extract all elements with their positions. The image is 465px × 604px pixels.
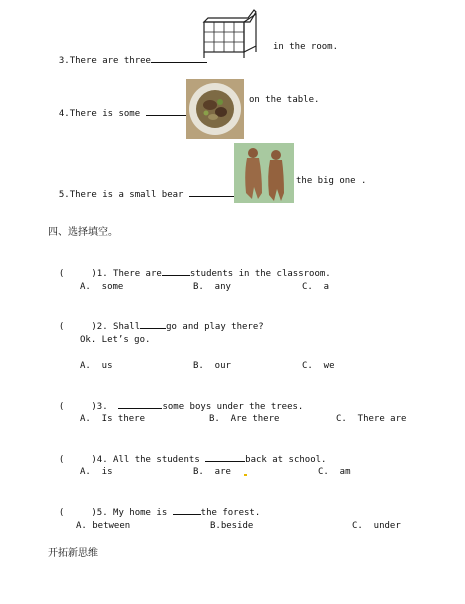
- option-b[interactable]: B.beside: [210, 521, 254, 531]
- answer-blank[interactable]: [173, 505, 201, 515]
- option-a[interactable]: A. Is there: [80, 414, 146, 424]
- answer-bracket[interactable]: ( ): [58, 455, 97, 465]
- answer-blank[interactable]: [140, 319, 166, 329]
- answer-blank[interactable]: [118, 399, 162, 409]
- option-c[interactable]: C. a: [302, 282, 330, 292]
- question-number: 5.: [96, 508, 108, 518]
- option-b[interactable]: B. are: [193, 467, 231, 477]
- question-number: 3.: [96, 402, 108, 412]
- item-text-before: There is some: [69, 109, 141, 119]
- item-text-before: There is a small bear: [69, 190, 184, 200]
- question-number: 4.: [96, 455, 108, 465]
- option-b[interactable]: B. any: [193, 282, 231, 292]
- answer-bracket[interactable]: ( ): [58, 402, 97, 412]
- option-c[interactable]: C. under: [352, 521, 401, 531]
- answer-bracket[interactable]: ( ): [58, 508, 97, 518]
- question-text-before: There are: [113, 269, 162, 279]
- answer-blank[interactable]: [205, 452, 245, 462]
- option-c[interactable]: C. There are: [336, 414, 407, 424]
- item-number: 3.: [58, 56, 70, 66]
- question-text-before: Shall: [113, 322, 141, 332]
- question-1: [48, 254, 331, 280]
- bowl-of-food-image: [186, 79, 244, 139]
- two-bears-image: [234, 143, 294, 203]
- question-number: 2.: [96, 322, 108, 332]
- question-number: 1.: [96, 269, 108, 279]
- question-text-after: some boys under the trees.: [162, 402, 304, 412]
- question-text-after: go and play there?: [166, 322, 264, 332]
- yellow-mark: [244, 474, 247, 476]
- option-a[interactable]: A. us: [80, 361, 113, 371]
- item-text-before: There are three: [69, 56, 151, 66]
- fill-in-3: [48, 41, 207, 67]
- option-b[interactable]: B. Are there: [209, 414, 280, 424]
- question-text-after: students in the classroom.: [189, 269, 331, 279]
- footer-heading: 开拓新思维: [48, 548, 98, 559]
- question-text-after: back at school.: [245, 455, 327, 465]
- fill-in-4-after: on the table.: [249, 95, 320, 105]
- answer-blank[interactable]: [146, 106, 190, 116]
- fill-in-3-after: in the room.: [273, 42, 339, 52]
- question-5: [48, 493, 260, 519]
- item-number: 5.: [58, 190, 70, 200]
- question-text-before: All the students: [113, 455, 200, 465]
- answer-bracket[interactable]: ( ): [58, 322, 97, 332]
- couch-image: [196, 8, 262, 62]
- option-a[interactable]: A. between: [76, 521, 131, 531]
- question-2-reply: Ok. Let’s go.: [80, 335, 151, 345]
- answer-blank[interactable]: [162, 266, 190, 276]
- option-a[interactable]: A. is: [80, 467, 113, 477]
- question-text-before: My home is: [113, 508, 168, 518]
- item-number: 4.: [58, 109, 70, 119]
- option-b[interactable]: B. our: [193, 361, 231, 371]
- fill-in-4: [48, 94, 190, 120]
- option-a[interactable]: A. some: [80, 282, 124, 292]
- option-c[interactable]: C. we: [302, 361, 335, 371]
- fill-in-5-after: the big one .: [296, 176, 367, 186]
- fill-in-5: [48, 175, 251, 201]
- question-3: [48, 387, 303, 413]
- answer-bracket[interactable]: ( ): [58, 269, 97, 279]
- section-title: 四、选择填空。: [48, 227, 118, 238]
- option-c[interactable]: C. am: [318, 467, 351, 477]
- question-4: [48, 440, 326, 466]
- question-text-after: the forest.: [200, 508, 261, 518]
- question-2: [48, 307, 264, 333]
